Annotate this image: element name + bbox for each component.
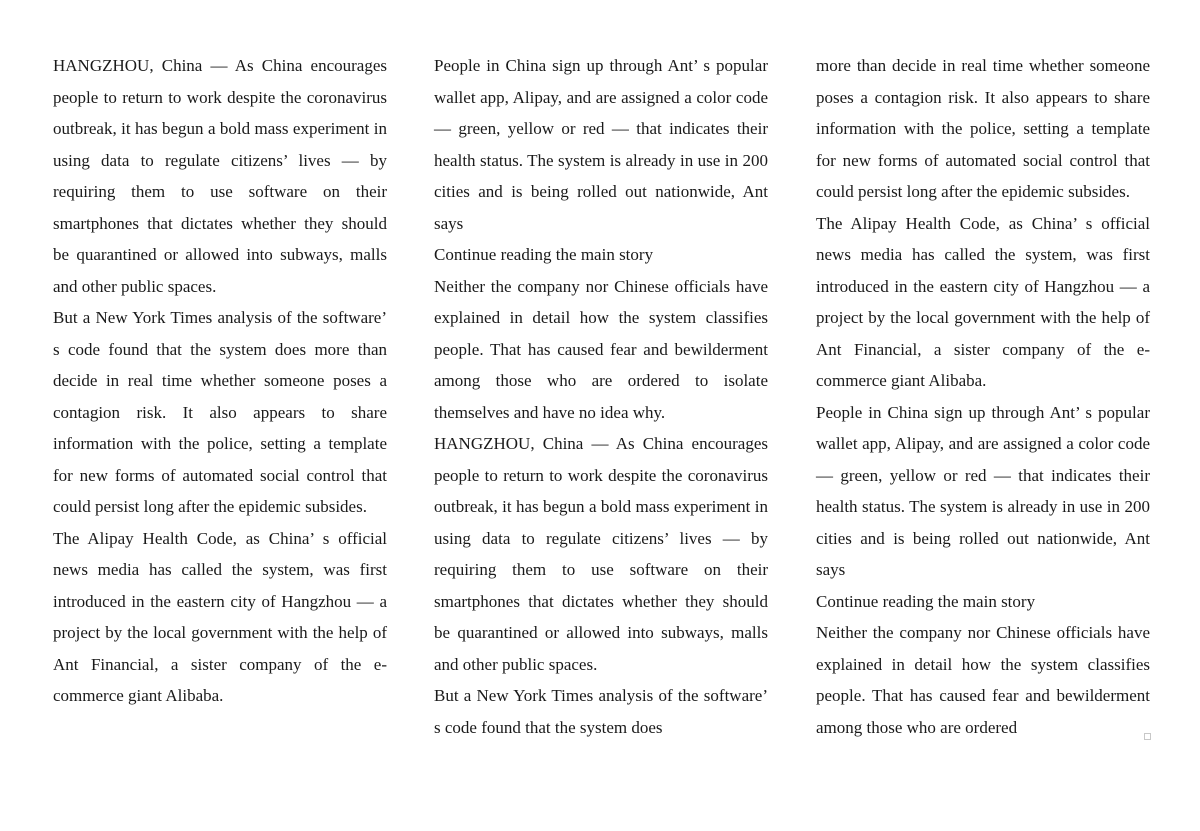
paragraph: The Alipay Health Code, as China’ s official news media has called the system, was first introduced in the eastern city of Hangzhou — a project by the local government with the help of Ant Financial, a sister company of the e-commerce giant Alibaba. bbox=[53, 528, 387, 705]
text-column-3 bbox=[816, 50, 1150, 743]
paragraph: Neither the company nor Chinese officials have explained in detail how the system classifies people. That has caused fear and bewilderment among those who are ordered to isolate themselves and have no idea why. bbox=[434, 276, 768, 422]
text-column-1 bbox=[53, 50, 387, 712]
paragraph: But a New York Times analysis of the software’ s code found that the system does more than decide in real time whether someone poses a contagion risk. It also appears to share information with the police, setting a template for new forms of automated social control that could persist long after the epidemic subsides. bbox=[53, 308, 387, 516]
text-column-2 bbox=[434, 50, 768, 743]
paragraph: The Alipay Health Code, as China’ s official news media has called the system, was first introduced in the eastern city of Hangzhou — a project by the local government with the help of Ant Financial, a sister company of the e-commerce giant Alibaba. bbox=[816, 213, 1150, 390]
paragraph: Continue reading the main story bbox=[434, 245, 654, 264]
paragraph: Neither the company nor Chinese officials have explained in detail how the system classifies people. That has caused fear and bewilderment among those who are ordered bbox=[816, 623, 1150, 737]
corner-marker-icon bbox=[1144, 733, 1151, 740]
paragraph: But a New York Times analysis of the software’ s code found that the system does bbox=[434, 686, 768, 737]
paragraph: HANGZHOU, China — As China encourages people to return to work despite the coronavirus outbreak, it has begun a bold mass experiment in using data to regulate citizens’ lives — by requiring them to use software on their smartphones that dictates whether they should be quarantined or allowed into subways, malls and other public spaces. bbox=[53, 56, 387, 296]
paragraph: HANGZHOU, China — As China encourages people to return to work despite the coronavirus outbreak, it has begun a bold mass experiment in using data to regulate citizens’ lives — by requiring them to use software on their smartphones that dictates whether they should be quarantined or allowed into subways, malls and other public spaces. bbox=[434, 434, 768, 674]
paragraph: People in China sign up through Ant’ s popular wallet app, Alipay, and are assigned a color code — green, yellow or red — that indicates their health status. The system is already in use in 200 cities and is being rolled out nationwide, Ant says bbox=[816, 402, 1150, 579]
paragraph: more than decide in real time whether someone poses a contagion risk. It also appears to share information with the police, setting a template for new forms of automated social control that could persist long after the epidemic subsides. bbox=[816, 56, 1150, 201]
paragraph: People in China sign up through Ant’ s popular wallet app, Alipay, and are assigned a color code — green, yellow or red — that indicates their health status. The system is already in use in 200 cities and is being rolled out nationwide, Ant says bbox=[434, 56, 768, 233]
paragraph: Continue reading the main story bbox=[816, 591, 1036, 611]
